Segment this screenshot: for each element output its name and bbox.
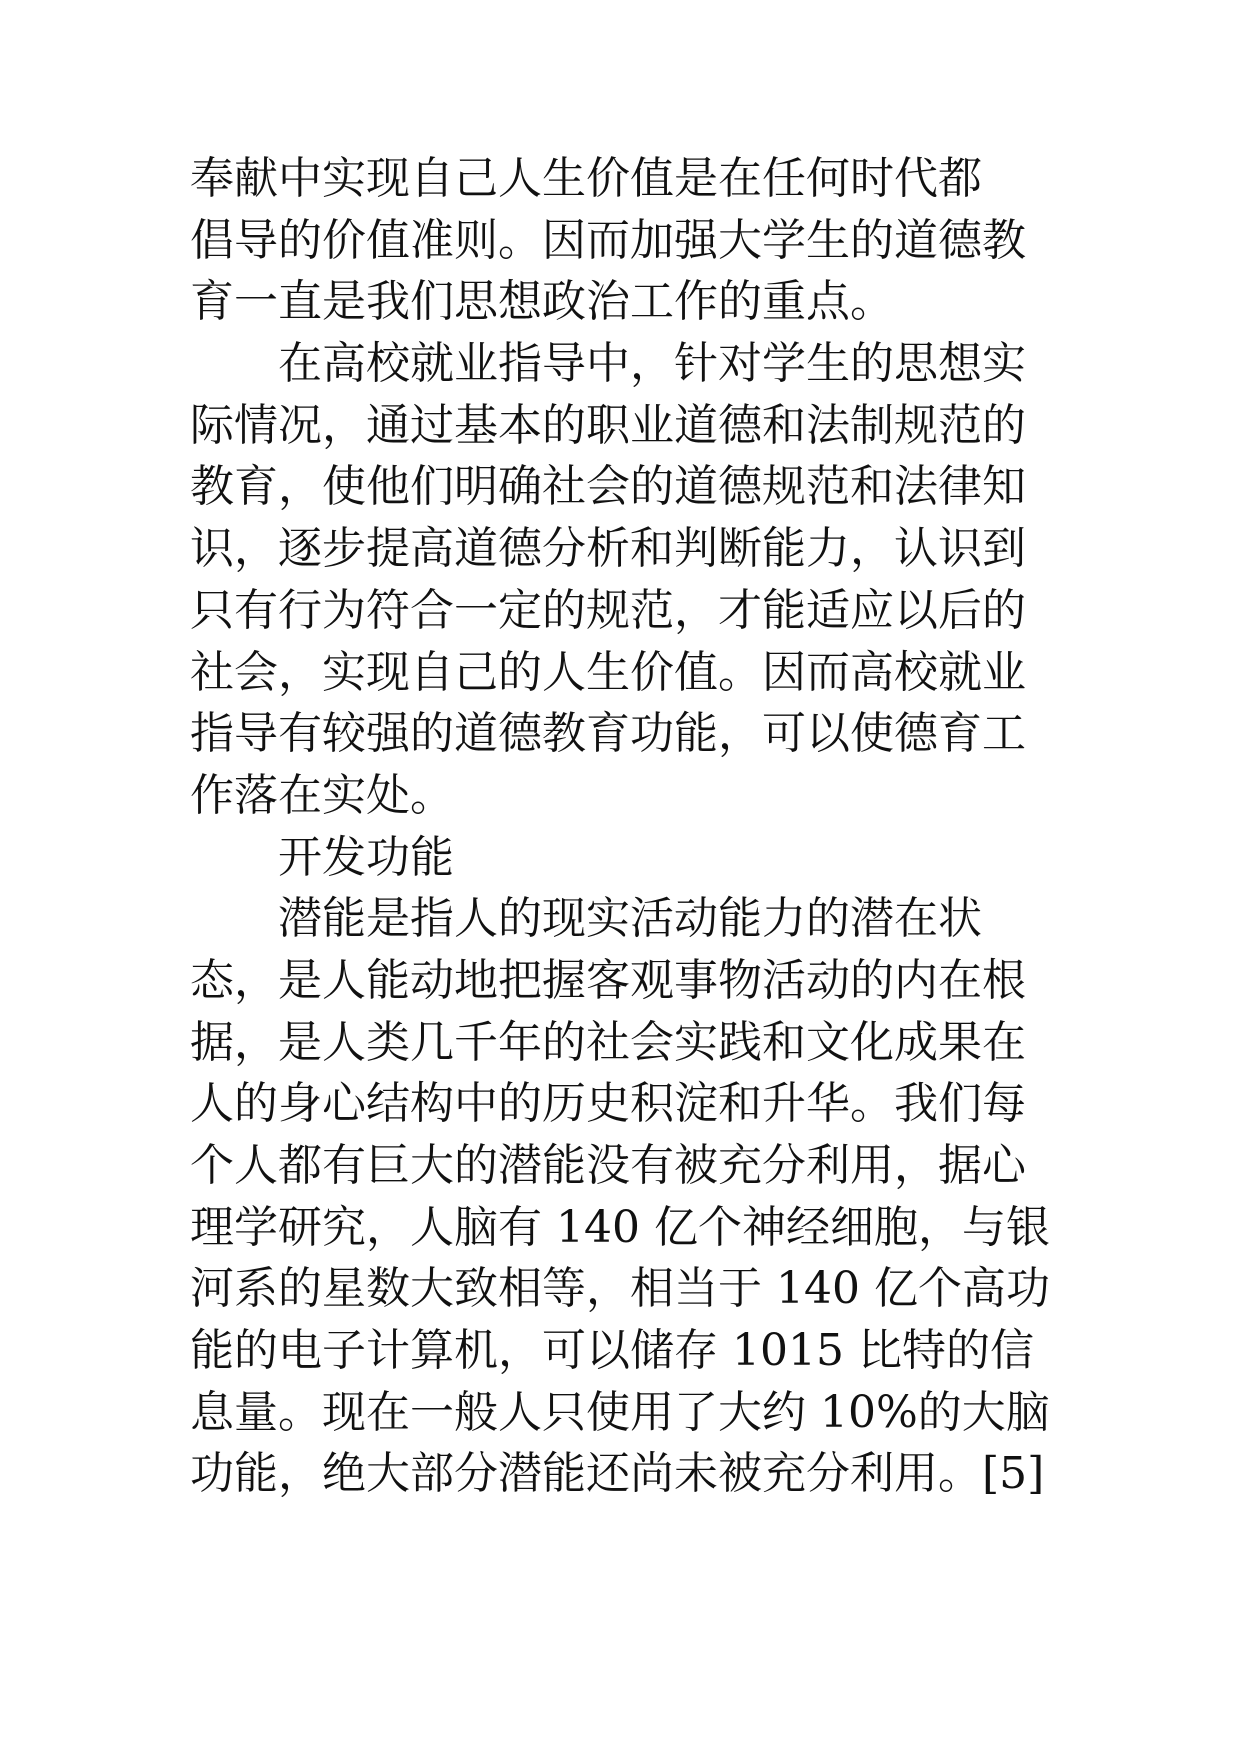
text-line: 能的电子计算机，可以储存 1015 比特的信 <box>190 1325 1034 1377</box>
text-line: 教育，使他们明确社会的道德规范和法律知 <box>190 461 1026 513</box>
text-line: 息量。现在一般人只使用了大约 10%的大脑 <box>190 1386 1050 1438</box>
text-line: 理学研究，人脑有 140 亿个神经细胞，与银 <box>190 1201 1050 1253</box>
text-line: 作落在实处。 <box>190 769 454 821</box>
text-line: 个人都有巨大的潜能没有被充分利用，据心 <box>190 1140 1026 1191</box>
text-line: 态，是人能动地把握客观事物活动的内在根 <box>190 954 1026 1006</box>
text-line-with-citation: 功能，绝大部分潜能还尚未被充分利用。[5] <box>190 1448 1045 1500</box>
body-text <box>190 148 1060 1505</box>
text-line: 育一直是我们思想政治工作的重点。 <box>190 276 894 328</box>
text-line: 际情况，通过基本的职业道德和法制规范的 <box>190 399 1026 451</box>
text-line: 社会，实现自己的人生价值。因而高校就业 <box>190 646 1026 698</box>
text-line: 人的身心结构中的历史积淀和升华。我们每 <box>190 1078 1026 1130</box>
text-line: 倡导的价值准则。因而加强大学生的道德教 <box>190 214 1026 266</box>
text-line: 河系的星数大致相等，相当于 140 亿个高功 <box>190 1263 1050 1315</box>
text-line: 据，是人类几千年的社会实践和文化成果在 <box>190 1016 1026 1068</box>
section-heading: 开发功能 <box>278 831 454 883</box>
text-line: 只有行为符合一定的规范，才能适应以后的 <box>190 584 1026 636</box>
text-line: 识，逐步提高道德分析和判断能力，认识到 <box>190 523 1026 575</box>
text-line: 指导有较强的道德教育功能，可以使德育工 <box>190 708 1026 760</box>
paragraph-start-line: 潜能是指人的现实活动能力的潜在状 <box>278 893 982 945</box>
text-line: 奉献中实现自己人生价值是在任何时代都 <box>190 153 982 204</box>
paragraph-start-line: 在高校就业指导中，针对学生的思想实 <box>278 338 1026 390</box>
